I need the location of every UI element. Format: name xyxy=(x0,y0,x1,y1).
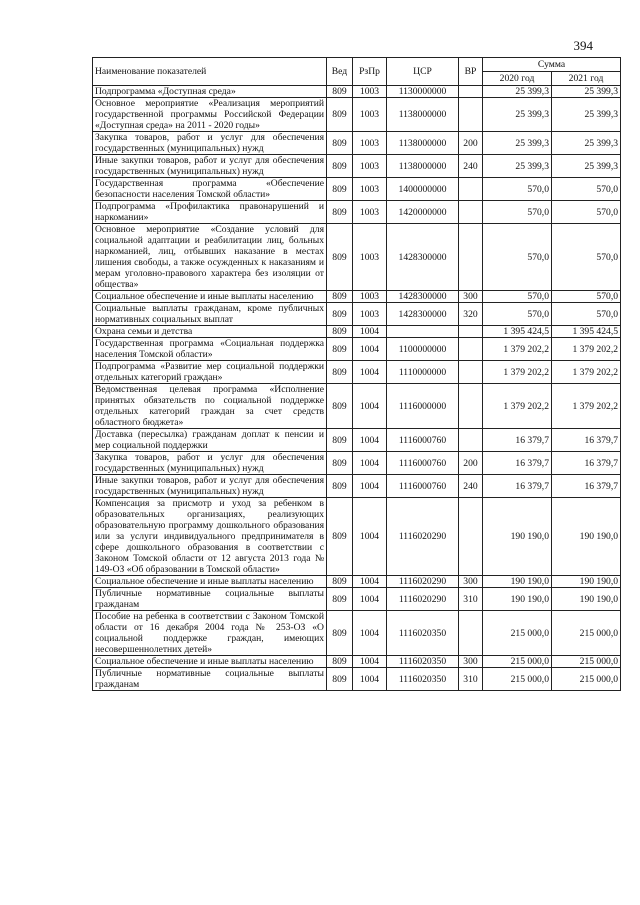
row-sum-2021: 25 399,3 xyxy=(552,132,621,155)
table-row xyxy=(93,291,621,303)
row-sum-2021: 570,0 xyxy=(552,291,621,303)
row-vr: 200 xyxy=(459,132,483,155)
row-sum-2021: 25 399,3 xyxy=(552,155,621,178)
row-rzpr: 1003 xyxy=(353,98,387,132)
row-csr: 1428300000 xyxy=(387,303,459,326)
row-sum-2020: 25 399,3 xyxy=(483,132,552,155)
row-csr: 1116000760 xyxy=(387,452,459,475)
row-name: Подпрограмма «Развитие мер социальной поддержки отдельных категорий граждан» xyxy=(93,361,327,384)
row-sum-2020: 190 190,0 xyxy=(483,576,552,588)
row-sum-2020: 1 379 202,2 xyxy=(483,361,552,384)
row-ved: 809 xyxy=(327,656,353,668)
row-ved: 809 xyxy=(327,303,353,326)
header-name: Наименование показателей xyxy=(93,58,327,86)
row-ved: 809 xyxy=(327,98,353,132)
row-csr: 1428300000 xyxy=(387,291,459,303)
row-sum-2020: 570,0 xyxy=(483,201,552,224)
row-rzpr: 1004 xyxy=(353,338,387,361)
row-rzpr: 1004 xyxy=(353,475,387,498)
row-sum-2021: 25 399,3 xyxy=(552,98,621,132)
row-rzpr: 1004 xyxy=(353,498,387,576)
table-row xyxy=(93,475,621,498)
row-sum-2021: 570,0 xyxy=(552,303,621,326)
row-csr: 1116020290 xyxy=(387,498,459,576)
header-csr: ЦСР xyxy=(387,58,459,86)
row-sum-2020: 1 379 202,2 xyxy=(483,338,552,361)
row-csr: 1100000000 xyxy=(387,338,459,361)
row-vr xyxy=(459,201,483,224)
table-row xyxy=(93,576,621,588)
row-ved: 809 xyxy=(327,611,353,656)
row-sum-2021: 25 399,3 xyxy=(552,86,621,98)
row-vr: 200 xyxy=(459,452,483,475)
row-vr xyxy=(459,384,483,429)
table-row xyxy=(93,361,621,384)
row-vr: 240 xyxy=(459,155,483,178)
row-ved: 809 xyxy=(327,576,353,588)
row-name: Пособие на ребенка в соответствии с Законом Томской области от 16 декабря 2004 года № 253-ОЗ «О социальной поддержке граждан, имеющих несовершеннолетних детей» xyxy=(93,611,327,656)
table-row xyxy=(93,155,621,178)
row-sum-2021: 215 000,0 xyxy=(552,611,621,656)
row-ved: 809 xyxy=(327,668,353,691)
row-rzpr: 1004 xyxy=(353,611,387,656)
row-name: Основное мероприятие «Реализация мероприятий государственной программы Российской Федерации «Доступная среда» на 2011 - 2020 годы» xyxy=(93,98,327,132)
row-vr xyxy=(459,361,483,384)
row-sum-2021: 570,0 xyxy=(552,201,621,224)
header-sum: Сумма xyxy=(483,58,621,72)
header-rzpr: РзПр xyxy=(353,58,387,86)
row-vr: 310 xyxy=(459,668,483,691)
header-ved: Вед xyxy=(327,58,353,86)
row-vr: 240 xyxy=(459,475,483,498)
row-sum-2021: 1 379 202,2 xyxy=(552,384,621,429)
row-ved: 809 xyxy=(327,452,353,475)
row-rzpr: 1004 xyxy=(353,326,387,338)
row-sum-2021: 215 000,0 xyxy=(552,668,621,691)
row-rzpr: 1003 xyxy=(353,178,387,201)
row-rzpr: 1003 xyxy=(353,155,387,178)
row-vr xyxy=(459,611,483,656)
row-rzpr: 1004 xyxy=(353,429,387,452)
row-sum-2020: 16 379,7 xyxy=(483,475,552,498)
row-csr: 1116020290 xyxy=(387,588,459,611)
row-ved: 809 xyxy=(327,86,353,98)
row-ved: 809 xyxy=(327,326,353,338)
row-rzpr: 1003 xyxy=(353,132,387,155)
row-vr xyxy=(459,178,483,201)
row-ved: 809 xyxy=(327,429,353,452)
header-vr: ВР xyxy=(459,58,483,86)
row-csr: 1116000000 xyxy=(387,384,459,429)
header-year-2020: 2020 год xyxy=(483,72,552,86)
row-vr xyxy=(459,326,483,338)
row-ved: 809 xyxy=(327,178,353,201)
row-sum-2020: 1 379 202,2 xyxy=(483,384,552,429)
row-rzpr: 1004 xyxy=(353,668,387,691)
row-sum-2021: 570,0 xyxy=(552,224,621,291)
page-number: 394 xyxy=(573,38,593,53)
row-sum-2020: 190 190,0 xyxy=(483,498,552,576)
table-row xyxy=(93,452,621,475)
row-sum-2021: 1 395 424,5 xyxy=(552,326,621,338)
table-row xyxy=(93,86,621,98)
row-csr: 1400000000 xyxy=(387,178,459,201)
row-vr: 320 xyxy=(459,303,483,326)
row-sum-2021: 16 379,7 xyxy=(552,475,621,498)
row-name: Компенсация за присмотр и уход за ребенком в образовательных организациях, реализующих образовательную программу дошкольного образования или за услуги индивидуального предпринимателя в сфере дошкольного образования в соответствии с Законом Томской области от 12 августа 2013 года № 149-ОЗ «Об образовании в Томской области» xyxy=(93,498,327,576)
row-name: Публичные нормативные социальные выплаты гражданам xyxy=(93,588,327,611)
row-ved: 809 xyxy=(327,498,353,576)
row-vr xyxy=(459,498,483,576)
row-rzpr: 1003 xyxy=(353,303,387,326)
row-name: Социальное обеспечение и иные выплаты населению xyxy=(93,576,327,588)
table-row xyxy=(93,201,621,224)
row-sum-2020: 25 399,3 xyxy=(483,155,552,178)
row-csr: 1116020350 xyxy=(387,656,459,668)
row-sum-2020: 570,0 xyxy=(483,178,552,201)
row-name: Подпрограмма «Профилактика правонарушений и наркомании» xyxy=(93,201,327,224)
row-vr: 300 xyxy=(459,291,483,303)
table-row xyxy=(93,326,621,338)
row-ved: 809 xyxy=(327,132,353,155)
row-sum-2021: 190 190,0 xyxy=(552,498,621,576)
row-vr: 310 xyxy=(459,588,483,611)
table-row xyxy=(93,178,621,201)
table-body xyxy=(93,86,621,691)
row-csr: 1116020350 xyxy=(387,668,459,691)
table-row xyxy=(93,429,621,452)
row-name: Социальные выплаты гражданам, кроме публичных нормативных социальных выплат xyxy=(93,303,327,326)
row-rzpr: 1004 xyxy=(353,656,387,668)
header-year-2021: 2021 год xyxy=(552,72,621,86)
row-vr: 300 xyxy=(459,656,483,668)
row-name: Публичные нормативные социальные выплаты гражданам xyxy=(93,668,327,691)
row-sum-2021: 570,0 xyxy=(552,178,621,201)
row-csr: 1116020290 xyxy=(387,576,459,588)
row-rzpr: 1004 xyxy=(353,588,387,611)
row-name: Основное мероприятие «Создание условий для социальной адаптации и реабилитации лиц, больных наркоманией, лиц, отбывших наказание в местах лишения свободы, а также осужденных к наказаниям и мерам уголовно-правового характера без изоляции от общества» xyxy=(93,224,327,291)
row-name: Подпрограмма «Доступная среда» xyxy=(93,86,327,98)
row-name: Социальное обеспечение и иные выплаты населению xyxy=(93,656,327,668)
table-row xyxy=(93,656,621,668)
row-rzpr: 1003 xyxy=(353,224,387,291)
table-header xyxy=(93,58,621,86)
row-vr xyxy=(459,86,483,98)
row-sum-2021: 215 000,0 xyxy=(552,656,621,668)
row-name: Государственная программа «Обеспечение безопасности населения Томской области» xyxy=(93,178,327,201)
row-sum-2021: 190 190,0 xyxy=(552,588,621,611)
budget-table xyxy=(92,57,621,691)
row-sum-2020: 215 000,0 xyxy=(483,611,552,656)
row-ved: 809 xyxy=(327,224,353,291)
row-csr: 1420000000 xyxy=(387,201,459,224)
row-csr: 1138000000 xyxy=(387,98,459,132)
row-sum-2020: 25 399,3 xyxy=(483,86,552,98)
row-sum-2021: 190 190,0 xyxy=(552,576,621,588)
row-csr: 1428300000 xyxy=(387,224,459,291)
row-csr xyxy=(387,326,459,338)
row-csr: 1116000760 xyxy=(387,429,459,452)
row-vr xyxy=(459,98,483,132)
table-row xyxy=(93,132,621,155)
row-csr: 1138000000 xyxy=(387,132,459,155)
row-csr: 1138000000 xyxy=(387,155,459,178)
row-sum-2020: 1 395 424,5 xyxy=(483,326,552,338)
row-csr: 1116020350 xyxy=(387,611,459,656)
row-ved: 809 xyxy=(327,384,353,429)
row-rzpr: 1004 xyxy=(353,361,387,384)
row-ved: 809 xyxy=(327,588,353,611)
row-sum-2021: 16 379,7 xyxy=(552,452,621,475)
table-row xyxy=(93,303,621,326)
table-row xyxy=(93,224,621,291)
row-sum-2020: 16 379,7 xyxy=(483,452,552,475)
row-name: Иные закупки товаров, работ и услуг для обеспечения государственных (муниципальных) нужд xyxy=(93,475,327,498)
row-sum-2021: 1 379 202,2 xyxy=(552,361,621,384)
row-name: Ведомственная целевая программа «Исполнение принятых обязательств по социальной поддержке отдельных категорий граждан за счет средств областного бюджета» xyxy=(93,384,327,429)
row-sum-2020: 190 190,0 xyxy=(483,588,552,611)
row-csr: 1110000000 xyxy=(387,361,459,384)
row-rzpr: 1003 xyxy=(353,86,387,98)
row-rzpr: 1004 xyxy=(353,576,387,588)
table-row xyxy=(93,611,621,656)
row-name: Закупка товаров, работ и услуг для обеспечения государственных (муниципальных) нужд xyxy=(93,132,327,155)
row-name: Охрана семьи и детства xyxy=(93,326,327,338)
row-sum-2021: 16 379,7 xyxy=(552,429,621,452)
row-sum-2020: 16 379,7 xyxy=(483,429,552,452)
row-ved: 809 xyxy=(327,155,353,178)
row-rzpr: 1003 xyxy=(353,201,387,224)
row-sum-2020: 570,0 xyxy=(483,224,552,291)
table-row xyxy=(93,588,621,611)
row-name: Иные закупки товаров, работ и услуг для обеспечения государственных (муниципальных) нужд xyxy=(93,155,327,178)
table-row xyxy=(93,384,621,429)
row-name: Социальное обеспечение и иные выплаты населению xyxy=(93,291,327,303)
table-row xyxy=(93,98,621,132)
row-ved: 809 xyxy=(327,338,353,361)
table-row xyxy=(93,668,621,691)
row-vr xyxy=(459,338,483,361)
row-rzpr: 1004 xyxy=(353,384,387,429)
row-csr: 1116000760 xyxy=(387,475,459,498)
table-row xyxy=(93,338,621,361)
row-sum-2020: 570,0 xyxy=(483,303,552,326)
row-rzpr: 1004 xyxy=(353,452,387,475)
row-ved: 809 xyxy=(327,361,353,384)
row-ved: 809 xyxy=(327,475,353,498)
row-name: Государственная программа «Социальная поддержка населения Томской области» xyxy=(93,338,327,361)
row-sum-2020: 570,0 xyxy=(483,291,552,303)
row-ved: 809 xyxy=(327,201,353,224)
row-csr: 1130000000 xyxy=(387,86,459,98)
row-sum-2020: 215 000,0 xyxy=(483,656,552,668)
row-name: Доставка (пересылка) гражданам доплат к пенсии и мер социальной поддержки xyxy=(93,429,327,452)
row-vr: 300 xyxy=(459,576,483,588)
row-sum-2020: 215 000,0 xyxy=(483,668,552,691)
row-name: Закупка товаров, работ и услуг для обеспечения государственных (муниципальных) нужд xyxy=(93,452,327,475)
row-vr xyxy=(459,224,483,291)
row-ved: 809 xyxy=(327,291,353,303)
row-rzpr: 1003 xyxy=(353,291,387,303)
table-row xyxy=(93,498,621,576)
row-vr xyxy=(459,429,483,452)
row-sum-2021: 1 379 202,2 xyxy=(552,338,621,361)
row-sum-2020: 25 399,3 xyxy=(483,98,552,132)
